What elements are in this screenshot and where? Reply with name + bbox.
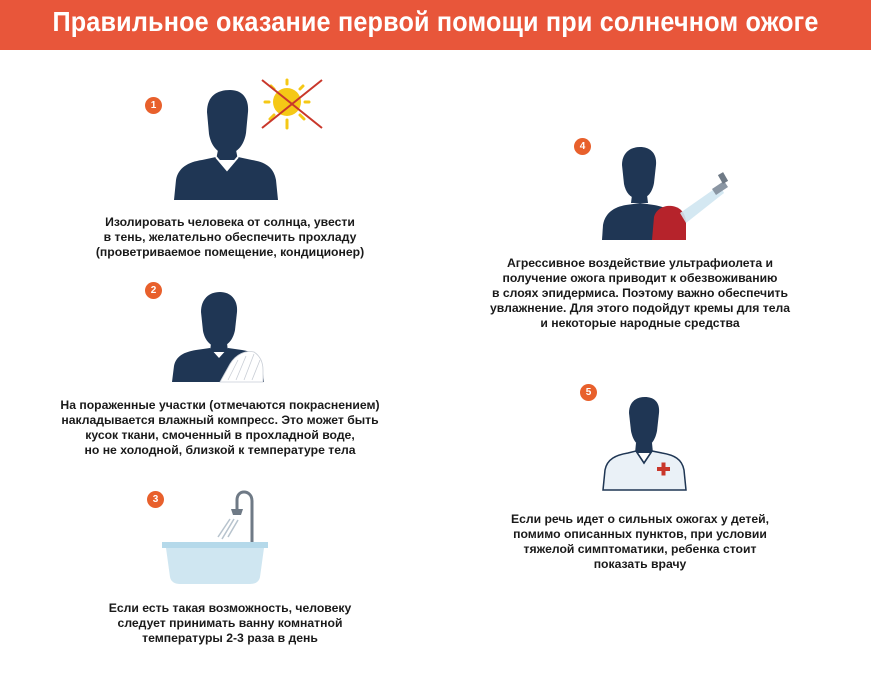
header-banner	[0, 0, 871, 50]
cross-out-icon	[262, 80, 322, 128]
bathtub-shower-icon	[160, 487, 270, 587]
step-5-caption: Если речь идет о сильных ожогах у детей, помимо описанных пунктов, при условии тяжелой симптоматики, ребенка стоит показать врачу	[510, 512, 770, 571]
step-4-caption: Агрессивное воздействие ультрафиолета и получение ожога приводит к обезвоживанию в слоях эпидермиса. Поэтому важно обеспечить увлажнение. Для этого подойдут кремы для тела и некоторые народные средства	[489, 256, 790, 330]
step-3-caption: Если есть такая возможность, человеку следует принимать ванну комнатной температуры 2-3 раза в день	[108, 601, 352, 645]
person-no-sun-icon	[170, 78, 330, 200]
step-4-badge: 4	[574, 138, 591, 155]
step-3-badge: 3	[147, 491, 164, 508]
page-title: Правильное оказание первой помощи при солнечном ожоге	[52, 6, 819, 37]
step-2-badge: 2	[145, 282, 162, 299]
step-1-badge: 1	[145, 97, 162, 114]
step-5-badge: 5	[580, 384, 597, 401]
step-1-caption: Изолировать человека от солнца, увести в тень, желательно обеспечить прохладу (проветриваемое помещение, кондиционер)	[95, 215, 365, 259]
step-2-caption: На пораженные участки (отмечаются покраснением) накладывается влажный компресс. Это может быть кусок ткани, смоченный в прохладной воде, но не холодной, близкой к температуре тела	[60, 398, 380, 457]
doctor-icon	[600, 395, 695, 490]
person-cream-spray-icon	[600, 145, 730, 240]
person-compress-icon	[168, 290, 268, 382]
